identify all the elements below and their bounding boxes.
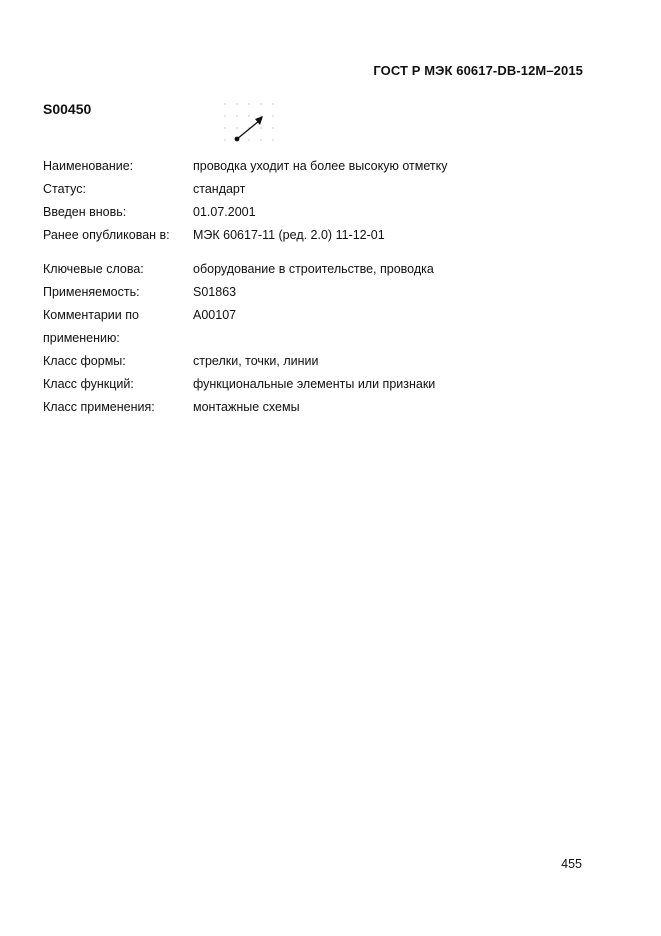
field-value: монтажные схемы bbox=[193, 400, 300, 414]
field-row-keywords bbox=[43, 258, 603, 281]
field-row-published bbox=[43, 224, 603, 247]
symbol-code: S00450 bbox=[43, 101, 92, 117]
field-label: Комментарии по bbox=[43, 308, 139, 322]
field-label: применению: bbox=[43, 331, 120, 345]
field-label: Статус: bbox=[43, 182, 86, 196]
field-value: A00107 bbox=[193, 308, 237, 322]
page-number: 455 bbox=[561, 857, 582, 871]
arrow-up-right-dot-icon bbox=[222, 101, 278, 147]
field-value bbox=[193, 327, 603, 350]
field-row-function-class bbox=[43, 373, 603, 396]
field-value: стрелки, точки, линии bbox=[193, 354, 319, 368]
field-value: оборудование в строительстве, проводка bbox=[193, 262, 434, 276]
origin-dot bbox=[235, 137, 240, 142]
group-spacer bbox=[43, 247, 603, 258]
field-value: функциональные элементы или признаки bbox=[193, 377, 436, 391]
field-label: Применяемость: bbox=[43, 285, 140, 299]
field-row-name bbox=[43, 155, 603, 178]
field-row-application-class bbox=[43, 396, 603, 419]
field-row-shape-class bbox=[43, 350, 603, 373]
field-row-introduced bbox=[43, 201, 603, 224]
field-value: стандарт bbox=[193, 182, 246, 196]
field-row-comments-continued bbox=[43, 327, 603, 350]
arrow-line bbox=[237, 121, 259, 139]
grid-dots bbox=[224, 103, 273, 140]
field-row-applicability bbox=[43, 281, 603, 304]
field-label: Ключевые слова: bbox=[43, 262, 144, 276]
field-value: проводка уходит на более высокую отметку bbox=[193, 159, 448, 173]
attribute-list bbox=[43, 155, 603, 419]
field-label: Наименование: bbox=[43, 159, 134, 173]
field-label: Ранее опубликован в: bbox=[43, 228, 170, 242]
field-row-status bbox=[43, 178, 603, 201]
field-label: Класс формы: bbox=[43, 354, 126, 368]
symbol-graphic bbox=[222, 101, 278, 147]
document-header: ГОСТ Р МЭК 60617-DB-12M–2015 bbox=[373, 63, 583, 78]
field-label: Введен вновь: bbox=[43, 205, 127, 219]
field-row-comments bbox=[43, 304, 603, 327]
field-label: Класс функций: bbox=[43, 377, 134, 391]
field-value: 01.07.2001 bbox=[193, 205, 256, 219]
field-value: S01863 bbox=[193, 285, 237, 299]
field-label: Класс применения: bbox=[43, 400, 155, 414]
field-value: МЭК 60617-11 (ред. 2.0) 11-12-01 bbox=[193, 228, 385, 242]
